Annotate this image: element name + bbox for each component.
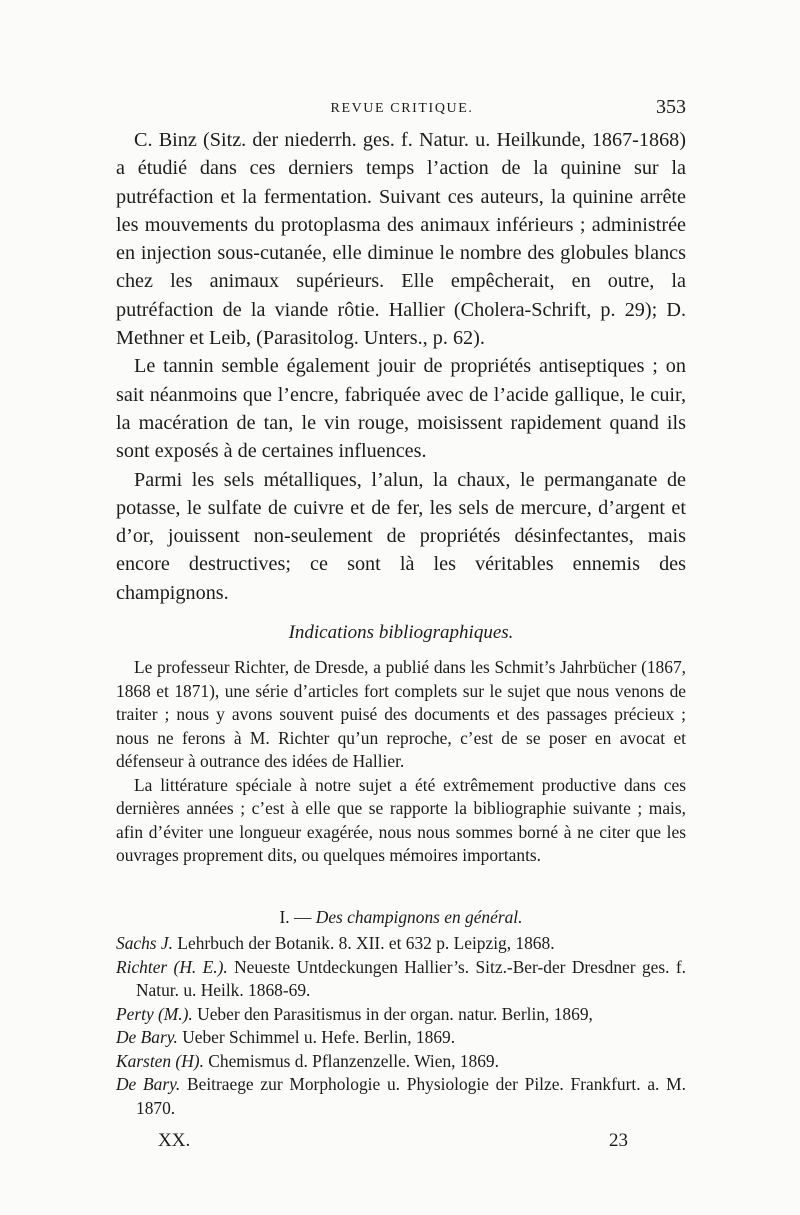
paragraph-metallic-salts: Parmi les sels métalliques, l’alun, la chaux, le permanganate de potasse, le sulfate de cuivre et de fer, les sels de mercure, d’argent et d’or, jouissent non-seulement de propriétés désinfectantes, mais encore destructives; ce sont là les véritables ennemis des champignons.: [116, 468, 686, 604]
bibliography-entry: [116, 932, 686, 956]
bibliographic-notes: [116, 656, 686, 868]
entry-text: Chemismus d. Pflanzenzelle. Wien, 1869.: [208, 1050, 499, 1071]
subsection-heading: Des champignons en général.: [315, 907, 523, 927]
entry-text: Lehrbuch der Botanik. 8. XII. et 632 p. Leipzig, 1868.: [177, 933, 555, 953]
running-title: REVUE CRITIQUE.: [330, 101, 474, 116]
paragraph-richter: Le professeur Richter, de Dresde, a publié dans les Schmit’s Jahrbücher (1867, 1868 et 1871), une série d’articles fort complets sur le sujet que nous venons de traiter ; nous y avons souvent puisé des documents et des passages précieux ; nous ne ferons à M. Richter qu’un reproche, c’est de se poser en avocat et défenseur à outrance des idées de Hallier.: [116, 657, 686, 771]
signature-mark: XX.: [158, 1130, 191, 1151]
bibliography-entry: [116, 956, 686, 1003]
entry-text: Ueber Schimmel u. Hefe. Berlin, 1869.: [182, 1027, 456, 1047]
main-text: [116, 126, 686, 607]
page-number: 353: [656, 96, 686, 118]
bibliography-entry: [116, 1050, 686, 1074]
entry-author: De Bary.: [116, 1027, 178, 1047]
sheet-number: 23: [609, 1130, 628, 1151]
subsection-title: [116, 907, 686, 928]
section-title: Indications bibliographiques.: [288, 622, 514, 643]
entry-author: Perty (M.).: [116, 1003, 193, 1024]
entry-author: Richter (H. E.).: [116, 956, 228, 977]
entry-text: Beitraege zur Morphologie u. Physiologie der Pilze. Frankfurt. a. M. 1870.: [136, 1074, 686, 1118]
bibliography-entry: [116, 1003, 686, 1027]
entry-author: Sachs J.: [116, 933, 173, 953]
entry-text: Neueste Untdeckungen Hallier’s. Sitz.-Ber-der Dresdner ges. f. Natur. u. Heilk. 1868-69.: [136, 956, 686, 1000]
paragraph-quinine: C. Binz (Sitz. der niederrh. ges. f. Natur. u. Heilkunde, 1867-1868) a étudié dans ces derniers temps l’action de la quinine sur la putréfaction et la fermentation. Suivant ces auteurs, la quinine arrête les mouvements du protoplasma des animaux inférieurs ; administrée en injection sous-cutanée, elle diminue le nombre des globules blancs chez les animaux supérieurs. Elle empêcherait, en outre, la putréfaction de la viande rôtie. Hallier (Cholera-Schrift, p. 29); D. Methner et Leib, (Parasitolog. Unters., p. 62).: [116, 129, 686, 350]
page-header: [118, 96, 686, 122]
subsection-number: I. —: [279, 907, 312, 927]
paragraph-literature: La littérature spéciale à notre sujet a été extrêmement productive dans ces dernières années ; c’est à elle que se rapporte la bibliographie suivante ; mais, afin d’éviter une longueur exagérée, nous nous sommes borné à ne citer que les ouvrages proprement dits, ou quelques mémoires importants.: [116, 774, 686, 865]
bibliography-entry: [116, 1026, 686, 1050]
bibliography-entry: [116, 1073, 686, 1120]
bibliography-list: [116, 932, 686, 1120]
page-footer: [118, 1130, 628, 1156]
entry-text: Ueber den Parasitismus in der organ. natur. Berlin, 1869,: [197, 1003, 593, 1024]
entry-author: De Bary.: [116, 1074, 181, 1094]
paragraph-tannin: Le tannin semble également jouir de propriétés antiseptiques ; on sait néanmoins que l’encre, fabriquée avec de l’acide gallique, le cuir, la macération de tan, le vin rouge, moisissent rapidement quand ils sont exposés à de certaines influences.: [116, 355, 686, 463]
entry-author: Karsten (H).: [116, 1050, 204, 1071]
